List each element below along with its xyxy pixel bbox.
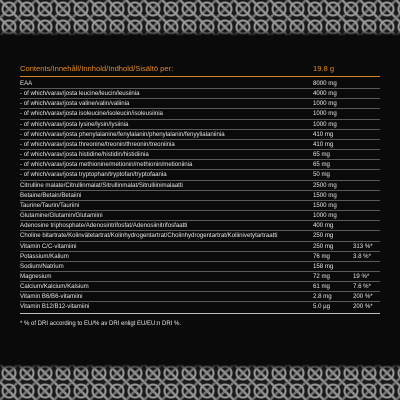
- nutrient-amount: 250 mg: [313, 232, 334, 240]
- nutrient-name: - of which/varav/josta threonine/treonin/threonin/treoniinia: [20, 140, 175, 148]
- nutrient-name: - of which/varav/josta tryptophan/tryptofan/tryptofaania: [20, 171, 167, 179]
- nutrient-amount: 1000 mg: [313, 120, 337, 128]
- nutrient-amount: 1000 mg: [313, 110, 337, 118]
- nutrient-amount: 410 mg: [313, 130, 334, 138]
- table-row: [20, 150, 380, 160]
- header-divider: [20, 76, 380, 77]
- table-row: [20, 109, 380, 119]
- nutrient-name: Potassium/Kalium: [20, 252, 69, 260]
- nutrient-amount: 2.8 mg: [313, 293, 332, 301]
- decorative-knot-border-bottom: [0, 364, 400, 400]
- table-row: [20, 262, 380, 272]
- footnote: * % of DRI according to EU/% av DRI enligt EU/EU:n DRI %.: [20, 320, 182, 327]
- nutrient-amount: 1500 mg: [313, 191, 337, 199]
- nutrition-table: [20, 63, 380, 327]
- nutrient-amount: 72 mg: [313, 272, 330, 280]
- nutrient-name: - of which/varav/josta lysine/lysin/lysiinia: [20, 120, 129, 128]
- nutrient-amount: 61 mg: [313, 283, 330, 291]
- nutrient-name: - of which/varav/josta histidine/histidin/histidiinia: [20, 151, 149, 159]
- table-row: [20, 170, 380, 180]
- nutrient-dri-percent: 7.6 %*: [353, 283, 371, 291]
- nutrient-amount: 400 mg: [313, 222, 334, 230]
- table-row: [20, 120, 380, 130]
- table-row: [20, 231, 380, 241]
- table-row: [20, 79, 380, 89]
- nutrient-name: - of which/varav/josta phenylalanine/fenylalanin/phenylalanin/fenyylialaniinia: [20, 130, 225, 138]
- nutrient-amount: 76 mg: [313, 252, 330, 260]
- nutrient-amount: 5.0 µg: [313, 303, 331, 311]
- table-row: [20, 221, 380, 231]
- table-row: [20, 181, 380, 191]
- table-row: [20, 191, 380, 201]
- table-row: [20, 89, 380, 99]
- nutrient-name: Vitamin C/C-vitamiini: [20, 242, 77, 250]
- nutrient-name: Citrulline malate/Citrullinmalat/Sitrullinmalat/Sitrulliinimalaatti: [20, 181, 183, 189]
- table-row: [20, 160, 380, 170]
- nutrient-amount: 4000 mg: [313, 90, 337, 98]
- header-label: Contents/Innehåll/Innhold/Indhold/Sisältö per:: [20, 64, 174, 73]
- nutrient-name: Calcium/Kalcium/Kalsium: [20, 283, 89, 291]
- nutrient-name: Glutamine/Glutamin/Glutamiini: [20, 212, 103, 220]
- table-rows: [20, 79, 380, 312]
- nutrient-name: Taurine/Taurin/Tauriini: [20, 201, 80, 209]
- nutrient-amount: 2500 mg: [313, 181, 337, 189]
- nutrient-name: - of which/varav/josta methionine/metionin/methionin/metioniinia: [20, 161, 193, 169]
- nutrient-dri-percent: 200 %*: [353, 303, 373, 311]
- nutrient-name: - of which/varav/josta leucine/leucin/leusiinia: [20, 90, 140, 98]
- table-row: [20, 282, 380, 292]
- nutrient-dri-percent: 19 %*: [353, 272, 370, 280]
- decorative-knot-border-top: [0, 0, 400, 36]
- nutrient-amount: 1500 mg: [313, 201, 337, 209]
- table-row: [20, 272, 380, 282]
- nutrient-amount: 50 mg: [313, 171, 330, 179]
- nutrient-name: EAA: [20, 80, 33, 87]
- table-row: [20, 130, 380, 140]
- nutrient-amount: 65 mg: [313, 161, 330, 169]
- header-amount: 19.8 g: [313, 64, 335, 73]
- nutrient-name: - of which/varav/josta isoleucine/isoleucin/isoleusiinia: [20, 110, 163, 118]
- table-header: [20, 63, 380, 74]
- nutrient-name: Magnesium: [20, 272, 52, 280]
- nutrient-dri-percent: 313 %*: [353, 242, 373, 250]
- nutrient-amount: 158 mg: [313, 262, 334, 270]
- nutrient-amount: 1000 mg: [313, 100, 337, 108]
- nutrient-amount: 8000 mg: [313, 80, 337, 87]
- nutrient-amount: 65 mg: [313, 151, 330, 159]
- nutrient-amount: 410 mg: [313, 140, 334, 148]
- table-bottom-divider: [20, 313, 380, 314]
- nutrient-amount: 1000 mg: [313, 212, 337, 220]
- nutrient-name: Betaine/Betain/Betaiini: [20, 191, 82, 199]
- nutrient-name: - of which/varav/josta valine/valin/valiinia: [20, 100, 130, 108]
- nutrient-name: Adenosine triphosphate/Adenosintrifosfat/Adenosiinitrifosfaatti: [20, 222, 188, 230]
- table-row: [20, 302, 380, 311]
- table-row: [20, 201, 380, 211]
- nutrient-name: Vitamin B12/B12-vitamiini: [20, 303, 90, 311]
- nutrient-name: Choline bitartrate/Kolinvätetartrat/Kolinhydrogentartrat/Cholinhydrogentartrat/Koliinivetytartraatti: [20, 232, 278, 240]
- nutrient-name: Sodium/Natrium: [20, 262, 64, 270]
- table-row: [20, 99, 380, 109]
- table-row: [20, 140, 380, 150]
- nutrient-name: Vitamin B6/B6-vitamiini: [20, 293, 83, 301]
- table-row: [20, 252, 380, 262]
- table-row: [20, 292, 380, 302]
- nutrient-dri-percent: 3.8 %*: [353, 252, 371, 260]
- nutrient-amount: 250 mg: [313, 242, 334, 250]
- table-row: [20, 211, 380, 221]
- table-row: [20, 242, 380, 252]
- nutrient-dri-percent: 200 %*: [353, 293, 373, 301]
